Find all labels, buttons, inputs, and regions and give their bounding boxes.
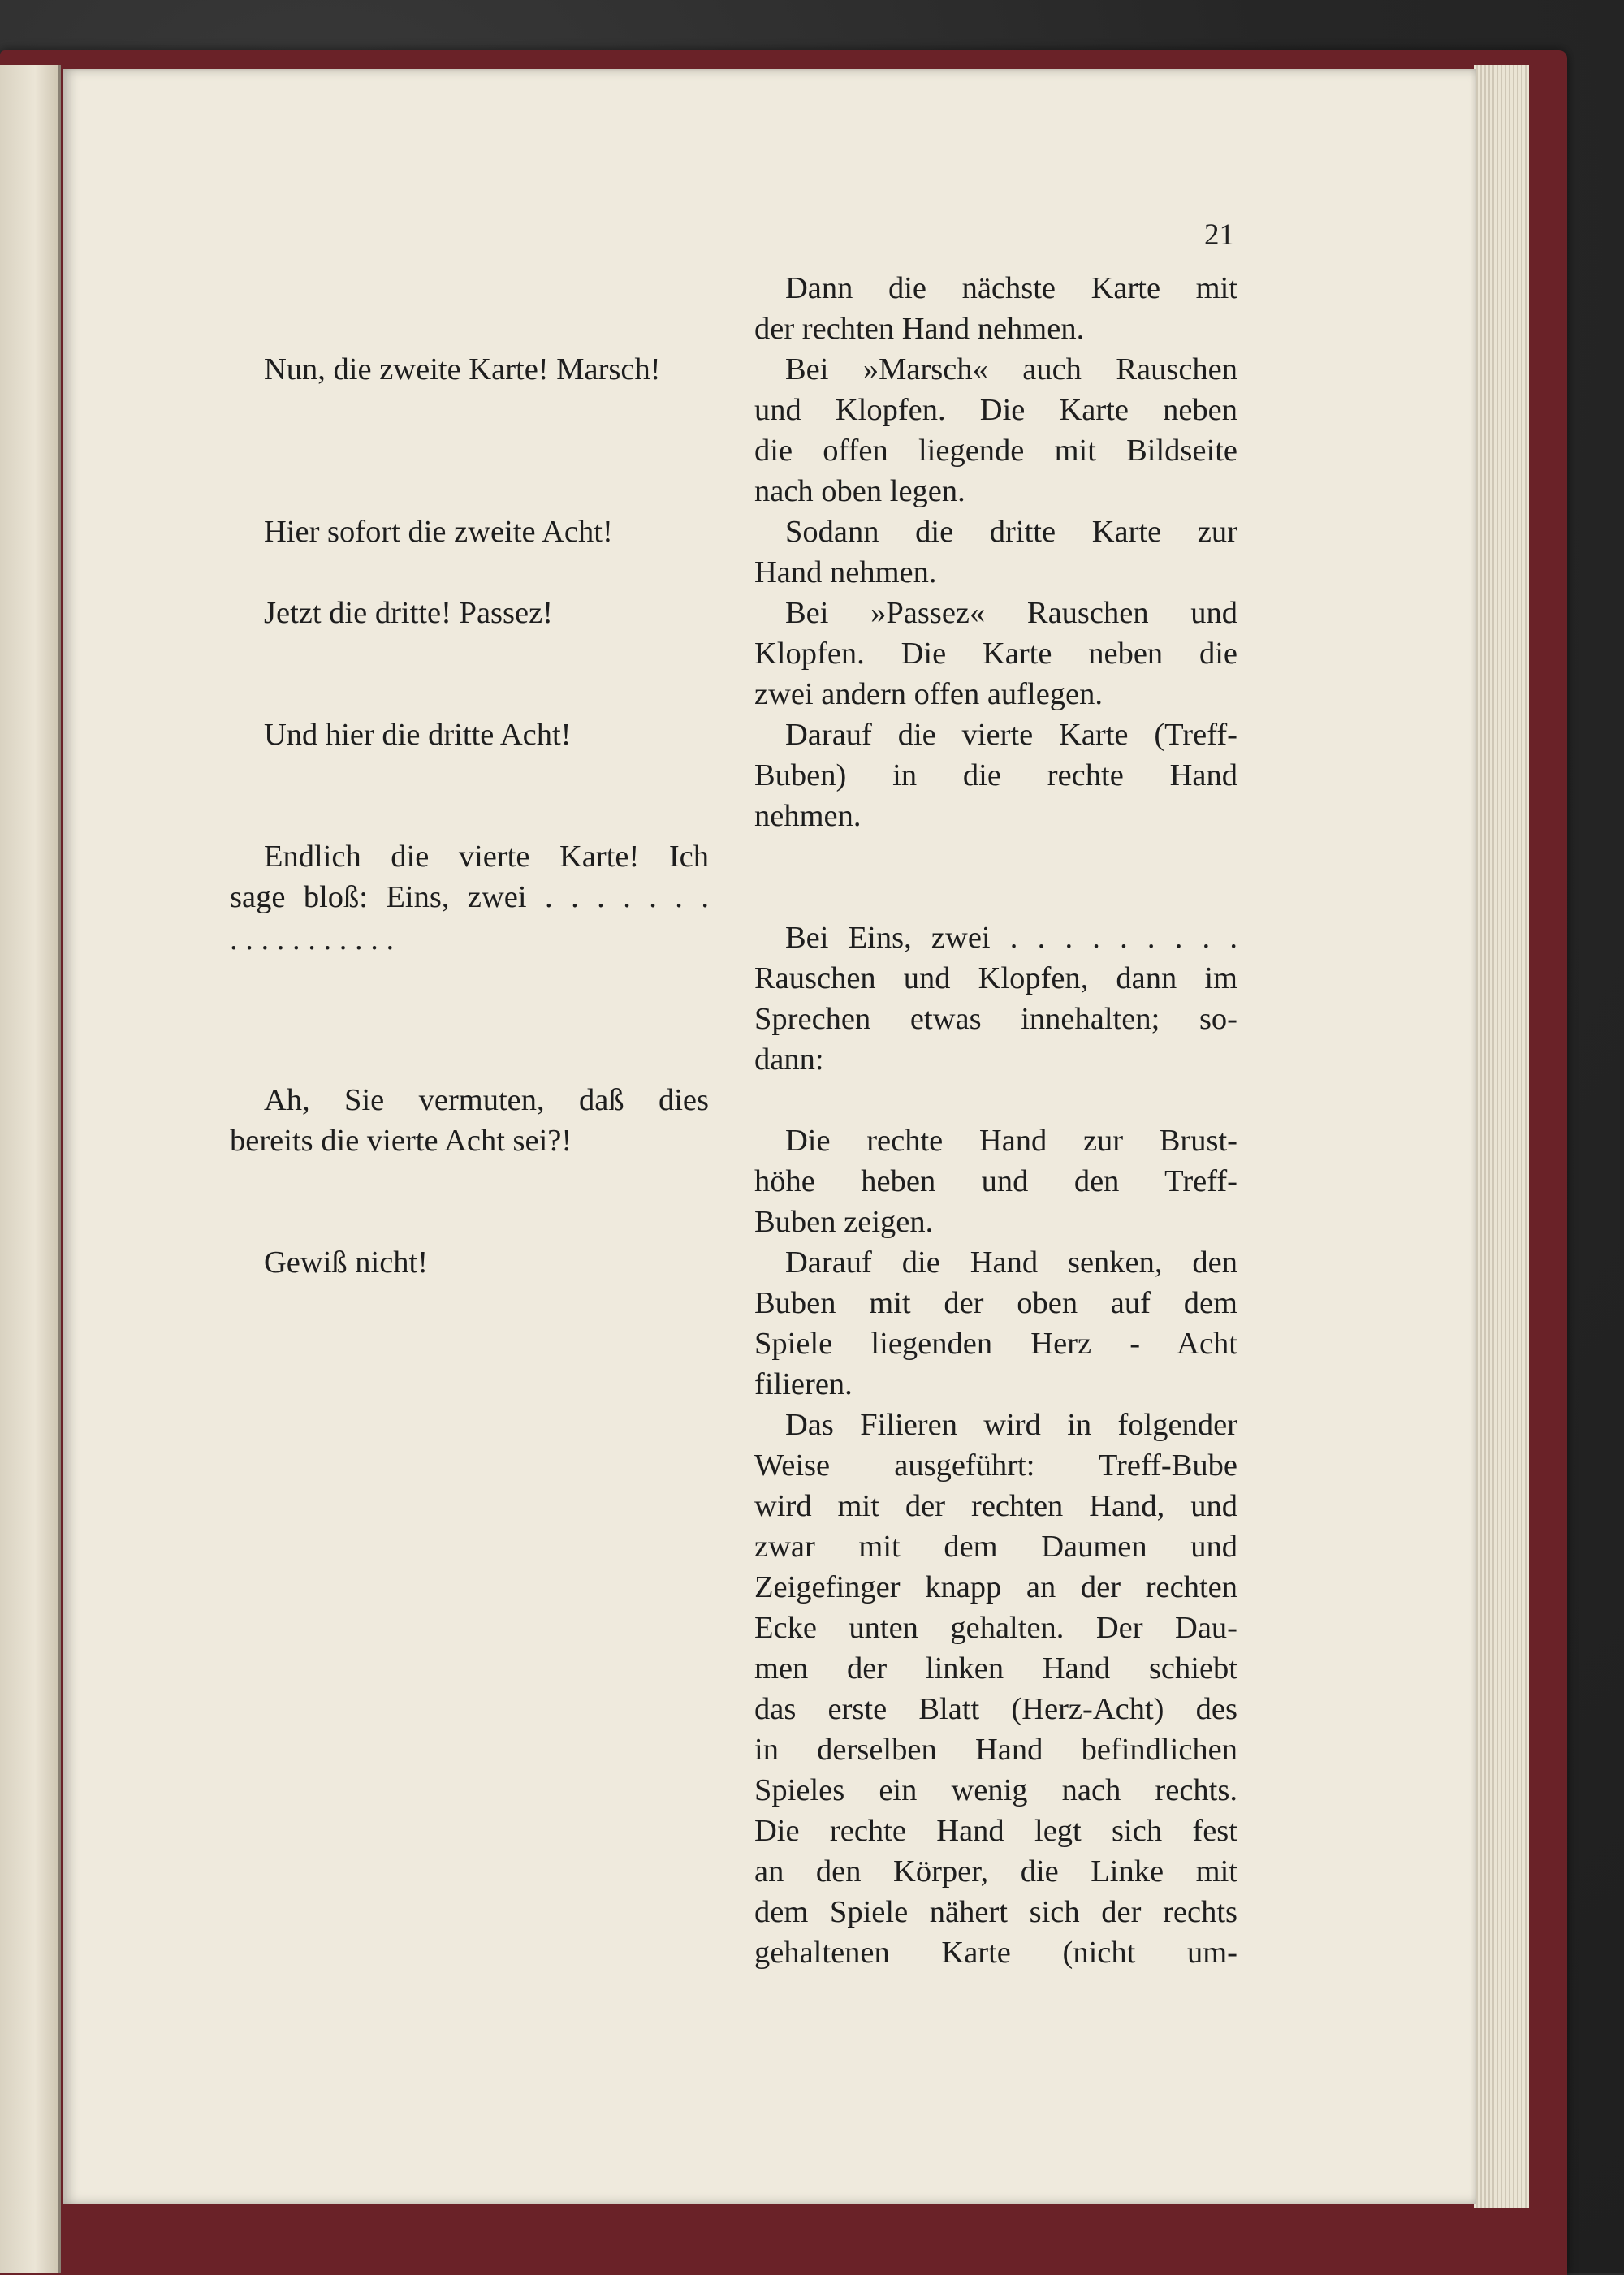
right-column-line: Darauf die Hand senken, den: [785, 1245, 1237, 1280]
right-column-line: Bei »Marsch« auch Rauschen: [785, 352, 1237, 386]
right-column-line: Buben) in die rechte Hand: [754, 758, 1237, 792]
right-column-line: der rechten Hand nehmen.: [754, 312, 1085, 346]
left-column-line: Hier sofort die zweite Acht!: [264, 515, 613, 549]
right-column-line: wird mit der rechten Hand, und: [754, 1489, 1237, 1523]
right-column-line: in derselben Hand befindlichen: [754, 1733, 1237, 1767]
right-column-line: nehmen.: [754, 799, 862, 833]
right-column-line: an den Körper, die Linke mit: [754, 1854, 1237, 1889]
right-column-line: Klopfen. Die Karte neben die: [754, 637, 1237, 671]
right-column-line: Zeigefinger knapp an der rechten: [754, 1570, 1237, 1604]
page-stack-edge: [1474, 65, 1529, 2208]
page-number: 21: [1204, 218, 1234, 252]
right-column-line: Darauf die vierte Karte (Treff-: [785, 718, 1237, 752]
right-column-line: men der linken Hand schiebt: [754, 1651, 1237, 1686]
right-column-line: Rauschen und Klopfen, dann im: [754, 961, 1237, 995]
left-column-line: . . . . . . . . . . .: [230, 922, 395, 956]
right-column-line: Ecke unten gehalten. Der Dau-: [754, 1611, 1237, 1645]
right-column-line: Bei »Passez« Rauschen und: [785, 596, 1237, 630]
left-column-line: Nun, die zweite Karte! Marsch!: [264, 352, 661, 386]
right-column-line: Das Filieren wird in folgender: [785, 1408, 1237, 1442]
right-column-line: Die rechte Hand zur Brust-: [785, 1124, 1237, 1158]
right-column-line: die offen liegende mit Bildseite: [754, 434, 1237, 468]
right-column-line: das erste Blatt (Herz-Acht) des: [754, 1692, 1237, 1726]
right-column-line: dem Spiele nähert sich der rechts: [754, 1895, 1237, 1929]
right-column-line: Spieles ein wenig nach rechts.: [754, 1773, 1237, 1807]
right-column-line: dann:: [754, 1043, 824, 1077]
left-column-line: Ah, Sie vermuten, daß dies: [264, 1083, 709, 1117]
right-column-line: Buben mit der oben auf dem: [754, 1286, 1237, 1320]
left-column-line: Jetzt die dritte! Passez!: [264, 596, 553, 630]
right-column-line: Bei Eins, zwei . . . . . . . . .: [785, 921, 1237, 955]
left-column-line: Endlich die vierte Karte! Ich: [264, 840, 709, 874]
left-page-edge: [0, 65, 61, 2273]
left-column-line: bereits die vierte Acht sei?!: [230, 1124, 572, 1158]
right-column-line: und Klopfen. Die Karte neben: [754, 393, 1237, 427]
right-column-line: Hand nehmen.: [754, 555, 937, 589]
right-column-line: Weise ausgeführt: Treff-Bube: [754, 1448, 1237, 1483]
right-column-line: Dann die nächste Karte mit: [785, 271, 1237, 305]
right-column-line: Spiele liegenden Herz - Acht: [754, 1327, 1237, 1361]
right-column-line: Sprechen etwas innehalten; so-: [754, 1002, 1237, 1036]
right-column-line: Buben zeigen.: [754, 1205, 934, 1239]
left-column-line: Und hier die dritte Acht!: [264, 718, 572, 752]
right-column-line: höhe heben und den Treff-: [754, 1164, 1237, 1198]
right-column-line: zwar mit dem Daumen und: [754, 1530, 1237, 1564]
left-column-line: sage bloß: Eins, zwei . . . . . . .: [230, 880, 709, 914]
right-column-line: gehaltenen Karte (nicht um-: [754, 1936, 1237, 1970]
right-column-line: filieren.: [754, 1367, 853, 1401]
right-column-line: Die rechte Hand legt sich fest: [754, 1814, 1237, 1848]
left-column-line: Gewiß nicht!: [264, 1245, 429, 1280]
right-column-line: nach oben legen.: [754, 474, 965, 508]
right-column-line: zwei andern offen auflegen.: [754, 677, 1103, 711]
right-column-line: Sodann die dritte Karte zur: [785, 515, 1237, 549]
